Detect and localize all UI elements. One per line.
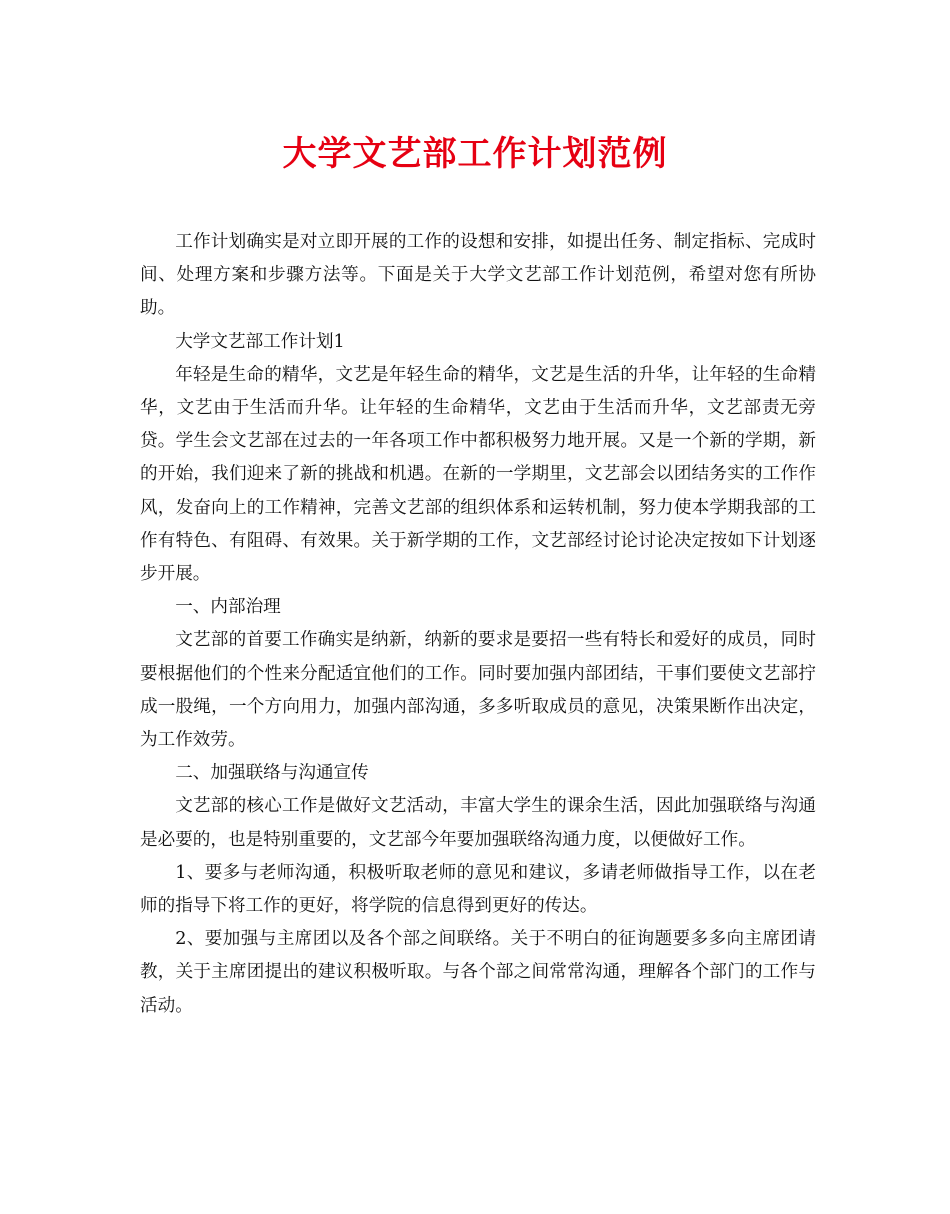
paragraph-internal-management: 文艺部的首要工作确实是纳新，纳新的要求是要招一些有特长和爱好的成员，同时要根据他们的个性来分配适宜他们的工作。同时要加强内部团结，干事们要使文艺部拧成一股绳，一个方向用力，加强内部沟通，多多听取成员的意见，决策果断作出决定，为工作效劳。 xyxy=(140,630,816,751)
section-heading-internal-management: 一、内部治理 xyxy=(175,597,281,618)
section-heading-communication: 二、加强联络与沟通宣传 xyxy=(175,763,369,784)
document-title: 大学文艺部工作计划范例 xyxy=(282,134,668,174)
paragraph-communication: 文艺部的核心工作是做好文艺活动，丰富大学生的课余生活，因此加强联络与沟通是必要的，也是特别重要的，文艺部今年要加强联络沟通力度，以便做好工作。 xyxy=(140,796,816,850)
document-body xyxy=(140,226,816,1023)
paragraph-intro: 工作计划确实是对立即开展的工作的设想和安排，如提出任务、制定指标、完成时间、处理方案和步骤方法等。下面是关于大学文艺部工作计划范例，希望对您有所协助。 xyxy=(140,232,816,319)
list-item-presidium-liaison: 2、要加强与主席团以及各个部之间联络。关于不明白的征询题要多多向主席团请教，关于主席团提出的建议积极听取。与各个部之间常常沟通，理解各个部门的工作与活动。 xyxy=(140,929,816,1016)
section-heading-plan-1: 大学文艺部工作计划1 xyxy=(175,331,345,352)
paragraph-plan-1-overview: 年轻是生命的精华，文艺是年轻生命的精华，文艺是生活的升华，让年轻的生命精华，文艺由于生活而升华。让年轻的生命精华，文艺由于生活而升华，文艺部责无旁贷。学生会文艺部在过去的一年各项工作中都积极努力地开展。又是一个新的学期，新的开始，我们迎来了新的挑战和机遇。在新的一学期里，文艺部会以团结务实的工作作风，发奋向上的工作精神，完善文艺部的组织体系和运转机制，努力使本学期我部的工作有特色、有阻碍、有效果。关于新学期的工作，文艺部经讨论讨论决定按如下计划逐步开展。 xyxy=(140,364,816,585)
list-item-teacher-communication: 1、要多与老师沟通，积极听取老师的意见和建议，多请老师做指导工作，以在老师的指导下将工作的更好，将学院的信息得到更好的传达。 xyxy=(140,862,816,917)
